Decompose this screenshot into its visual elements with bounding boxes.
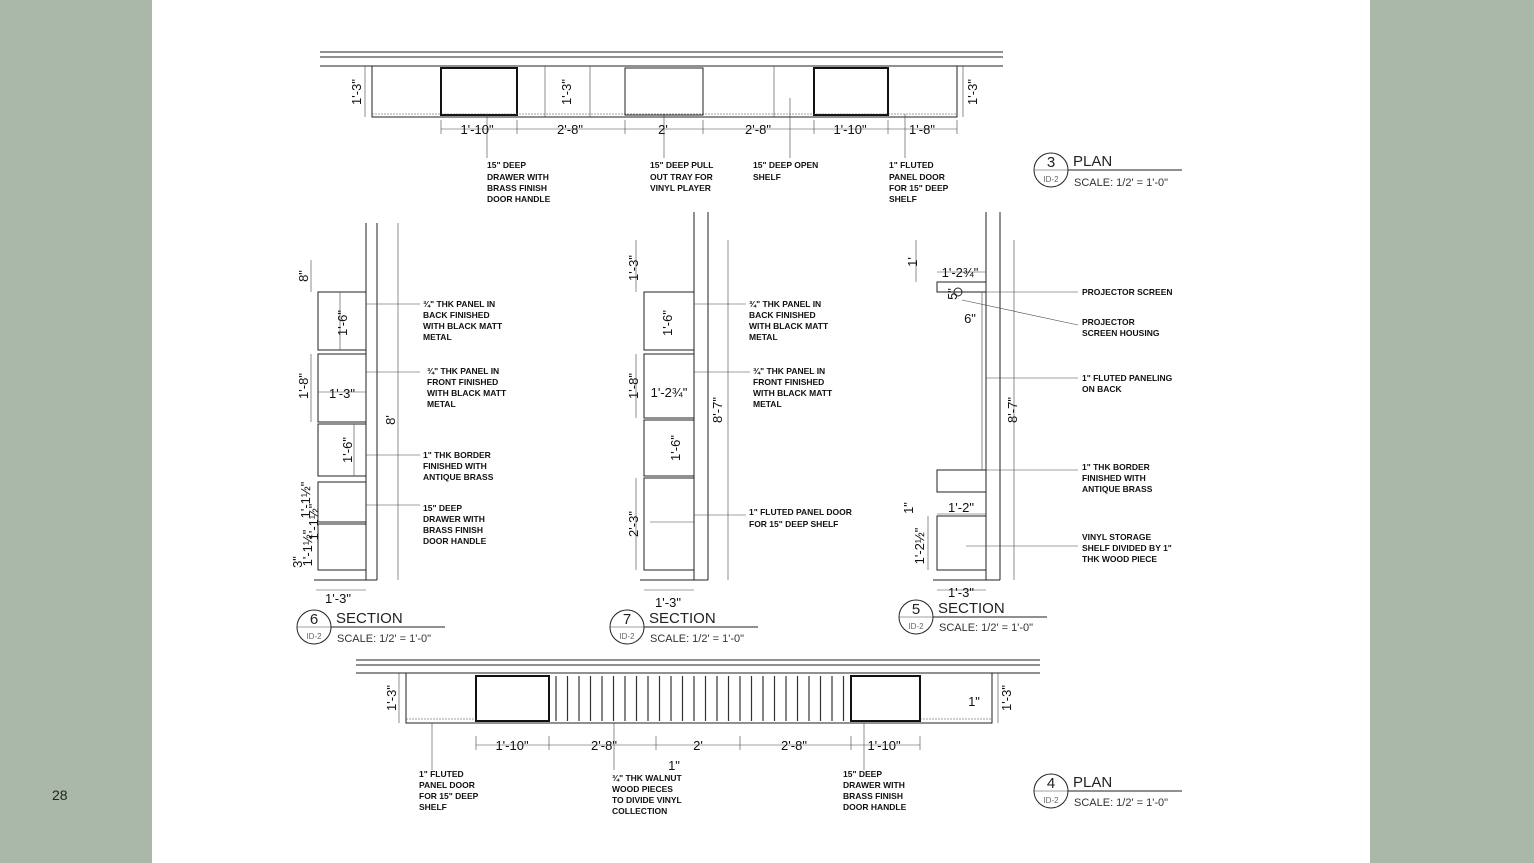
- svg-text:¾" THK PANEL IN: ¾" THK PANEL IN: [753, 366, 826, 376]
- svg-text:ID-2: ID-2: [619, 632, 635, 641]
- plan3-height-left: 1'-3": [349, 79, 364, 105]
- plan3-dim-1: 1'-10": [460, 122, 494, 137]
- plan3-note-4: [889, 160, 949, 204]
- svg-text:PLAN: PLAN: [1073, 774, 1113, 791]
- svg-text:SECTION: SECTION: [336, 610, 403, 627]
- s7-dim-e: 2'-3": [626, 511, 641, 537]
- svg-text:ID-2: ID-2: [306, 632, 322, 641]
- svg-text:SCALE: 1/2' = 1'-0": SCALE: 1/2' = 1'-0": [1074, 797, 1169, 809]
- svg-text:OUT TRAY FOR: OUT TRAY FOR: [650, 172, 713, 182]
- svg-text:SHELF: SHELF: [753, 172, 781, 182]
- svg-text:THK WOOD PIECE: THK WOOD PIECE: [1082, 554, 1158, 564]
- svg-text:6: 6: [309, 611, 319, 628]
- svg-text:15" DEEP: 15" DEEP: [423, 503, 462, 513]
- svg-text:PANEL DOOR: PANEL DOOR: [889, 172, 945, 182]
- plan3-note-1: [487, 160, 551, 204]
- svg-text:BACK FINISHED: BACK FINISHED: [423, 310, 490, 320]
- svg-text:BRASS FINISH: BRASS FINISH: [423, 525, 483, 535]
- plan3-dim-4: 2'-8": [745, 122, 771, 137]
- svg-text:PANEL DOOR: PANEL DOOR: [419, 780, 475, 790]
- s6-dim-f: 1'-1½": [306, 503, 321, 541]
- svg-text:5: 5: [911, 601, 921, 618]
- svg-text:FINISHED WITH: FINISHED WITH: [1082, 473, 1146, 483]
- s6-dim-h: 1'-1½": [300, 529, 315, 567]
- plan3-height-right: 1'-3": [965, 79, 980, 105]
- s6-dim-g: 3": [290, 556, 305, 568]
- plan4-note-3: [843, 769, 907, 812]
- s5-dim-c: 6": [964, 311, 976, 326]
- s7-note-1: [749, 299, 829, 342]
- fluted-dividers: [556, 676, 844, 721]
- svg-text:ON BACK: ON BACK: [1082, 384, 1122, 394]
- svg-text:15" DEEP: 15" DEEP: [843, 769, 882, 779]
- s6-dim-bottom: 1'-3": [325, 591, 351, 606]
- svg-text:SCALE: 1/2' = 1'-0": SCALE: 1/2' = 1'-0": [337, 633, 432, 645]
- s5-dim-a: 1'-2¾": [941, 265, 979, 280]
- s6-note-4: [423, 503, 487, 546]
- svg-text:FOR 15" DEEP: FOR 15" DEEP: [419, 791, 479, 801]
- svg-text:ID-2: ID-2: [908, 622, 924, 631]
- svg-text:PROJECTOR: PROJECTOR: [1082, 317, 1135, 327]
- svg-text:1" FLUTED PANEL DOOR: 1" FLUTED PANEL DOOR: [749, 507, 852, 517]
- svg-text:METAL: METAL: [753, 399, 782, 409]
- svg-text:FINISHED WITH: FINISHED WITH: [423, 461, 487, 471]
- svg-text:SCREEN HOUSING: SCREEN HOUSING: [1082, 328, 1160, 338]
- svg-text:DOOR HANDLE: DOOR HANDLE: [487, 194, 551, 204]
- svg-text:BRASS FINISH: BRASS FINISH: [843, 791, 903, 801]
- svg-text:ANTIQUE BRASS: ANTIQUE BRASS: [1082, 484, 1153, 494]
- svg-text:4: 4: [1046, 775, 1056, 792]
- svg-text:15" DEEP OPEN: 15" DEEP OPEN: [753, 160, 819, 170]
- s6-note-1: [423, 299, 503, 342]
- svg-text:DRAWER WITH: DRAWER WITH: [843, 780, 905, 790]
- s6-dim-d: 1'-6": [340, 437, 355, 463]
- svg-text:3: 3: [1046, 154, 1056, 171]
- svg-text:ID-2: ID-2: [1043, 175, 1059, 184]
- s5-note-5: [1082, 532, 1172, 564]
- s5-title-block: [899, 600, 1047, 634]
- section-7: [610, 212, 852, 645]
- s6-dim-c: 1'-3": [329, 386, 355, 401]
- svg-text:¾" THK PANEL IN: ¾" THK PANEL IN: [749, 299, 822, 309]
- s7-dim-b: 1'-8": [626, 373, 641, 399]
- s7-dim-c: 1'-2¾": [650, 385, 688, 400]
- s5-note-3: [1082, 373, 1173, 394]
- svg-text:15" DEEP PULL: 15" DEEP PULL: [650, 160, 714, 170]
- s6-dim-total: 8': [383, 415, 398, 425]
- plan3-dim-2: 2'-8": [557, 122, 583, 137]
- plan4-dim-inner: 1": [668, 758, 680, 773]
- svg-text:FOR 15" DEEP: FOR 15" DEEP: [889, 183, 949, 193]
- plan-3: [320, 52, 1182, 204]
- svg-text:SHELF: SHELF: [419, 802, 447, 812]
- svg-text:1" FLUTED: 1" FLUTED: [889, 160, 934, 170]
- plan4-note-1: [419, 769, 479, 812]
- plan3-note-3: [753, 160, 818, 182]
- svg-text:WOOD PIECES: WOOD PIECES: [612, 784, 673, 794]
- section-5: [899, 212, 1173, 634]
- svg-text:VINYL PLAYER: VINYL PLAYER: [650, 183, 711, 193]
- s5-dim-e: 1'-2": [948, 500, 974, 515]
- svg-text:7: 7: [622, 611, 632, 628]
- svg-text:WITH BLACK MATT: WITH BLACK MATT: [753, 388, 833, 398]
- svg-text:BACK FINISHED: BACK FINISHED: [749, 310, 816, 320]
- svg-text:SCALE: 1/2' = 1'-0": SCALE: 1/2' = 1'-0": [939, 622, 1034, 634]
- svg-text:METAL: METAL: [423, 332, 452, 342]
- plan-4: [356, 660, 1182, 816]
- plan4-dim-2: 2'-8": [591, 738, 617, 753]
- s7-dim-a: 1'-6": [660, 310, 675, 336]
- svg-text:15" DEEP: 15" DEEP: [487, 160, 526, 170]
- svg-text:ANTIQUE BRASS: ANTIQUE BRASS: [423, 472, 494, 482]
- plan3-title-block: [1034, 153, 1182, 189]
- svg-text:SCALE: 1/2' = 1'-0": SCALE: 1/2' = 1'-0": [650, 633, 745, 645]
- svg-text:SHELF: SHELF: [889, 194, 917, 204]
- plan4-height-left: 1'-3": [384, 685, 399, 711]
- svg-text:1" FLUTED: 1" FLUTED: [419, 769, 464, 779]
- s6-dim-a: 1'-6": [335, 310, 350, 336]
- svg-text:1" THK BORDER: 1" THK BORDER: [1082, 462, 1150, 472]
- s5-dim-f: 1'-2½": [912, 527, 927, 565]
- plan4-dim-3: 2': [693, 738, 703, 753]
- section-6: [290, 223, 507, 645]
- svg-text:COLLECTION: COLLECTION: [612, 806, 668, 816]
- plan4-dim-4: 2'-8": [781, 738, 807, 753]
- s5-dim-bottom: 1'-3": [948, 585, 974, 600]
- svg-text:DOOR HANDLE: DOOR HANDLE: [843, 802, 907, 812]
- svg-text:1" THK BORDER: 1" THK BORDER: [423, 450, 491, 460]
- s5-dim-d: 1": [901, 502, 916, 514]
- s7-dim-top: 1'-3": [626, 255, 641, 281]
- svg-text:WITH BLACK MATT: WITH BLACK MATT: [423, 321, 503, 331]
- plan4-dim-1: 1'-10": [495, 738, 529, 753]
- s6-dim-e: 1'-1½": [298, 481, 313, 519]
- page-number: 28: [52, 787, 68, 803]
- s6-title-block: [297, 610, 445, 645]
- plan4-note-2: [612, 773, 682, 816]
- svg-text:DRAWER WITH: DRAWER WITH: [487, 172, 549, 182]
- svg-text:¾" THK PANEL IN: ¾" THK PANEL IN: [427, 366, 500, 376]
- plan3-dim-5: 1'-10": [833, 122, 867, 137]
- s5-dim-total: 8'-7": [1005, 397, 1020, 423]
- svg-text:METAL: METAL: [427, 399, 456, 409]
- s5-note-2: [1082, 317, 1160, 338]
- svg-text:BRASS FINISH: BRASS FINISH: [487, 183, 547, 193]
- svg-text:ID-2: ID-2: [1043, 796, 1059, 805]
- s6-note-2: [427, 366, 507, 409]
- svg-text:DOOR HANDLE: DOOR HANDLE: [423, 536, 487, 546]
- svg-text:FOR 15" DEEP SHELF: FOR 15" DEEP SHELF: [749, 519, 839, 529]
- svg-text:PROJECTOR SCREEN: PROJECTOR SCREEN: [1082, 287, 1173, 297]
- svg-text:FRONT FINISHED: FRONT FINISHED: [427, 377, 499, 387]
- svg-text:1" FLUTED PANELING: 1" FLUTED PANELING: [1082, 373, 1173, 383]
- s7-title-block: [610, 610, 758, 645]
- plan4-dim-5: 1'-10": [867, 738, 901, 753]
- svg-text:SECTION: SECTION: [938, 600, 1005, 617]
- svg-text:DRAWER WITH: DRAWER WITH: [423, 514, 485, 524]
- plan4-height-right: 1'-3": [999, 685, 1014, 711]
- svg-text:WITH BLACK MATT: WITH BLACK MATT: [749, 321, 829, 331]
- svg-text:SCALE: 1/2' = 1'-0": SCALE: 1/2' = 1'-0": [1074, 177, 1169, 189]
- svg-text:SECTION: SECTION: [649, 610, 716, 627]
- svg-text:¾" THK WALNUT: ¾" THK WALNUT: [612, 773, 682, 783]
- s6-note-3: [423, 450, 494, 482]
- svg-text:METAL: METAL: [749, 332, 778, 342]
- s5-dim-top: 1': [905, 257, 920, 267]
- s5-note-4: [1082, 462, 1153, 494]
- svg-text:WITH BLACK MATT: WITH BLACK MATT: [427, 388, 507, 398]
- plan3-dim-6: 1'-8": [909, 122, 935, 137]
- svg-text:PLAN: PLAN: [1073, 153, 1113, 170]
- svg-text:SHELF DIVIDED BY 1": SHELF DIVIDED BY 1": [1082, 543, 1172, 553]
- svg-text:¾" THK PANEL IN: ¾" THK PANEL IN: [423, 299, 496, 309]
- s7-note-2: [753, 366, 833, 409]
- s7-note-3: [749, 507, 852, 529]
- plan3-height-mid: 1'-3": [559, 79, 574, 105]
- s6-dim-b: 1'-8": [296, 373, 311, 399]
- s6-dim-top: 8": [296, 270, 311, 282]
- s5-note-1: [1082, 287, 1173, 297]
- s5-dim-b: 5": [945, 288, 960, 300]
- plan3-dim-3: 2': [658, 122, 668, 137]
- plan4-title-block: [1034, 774, 1182, 809]
- s7-dim-d: 1'-6": [668, 435, 683, 461]
- plan3-note-2: [650, 160, 713, 193]
- s7-dim-total: 8'-7": [710, 397, 725, 423]
- s7-dim-bottom: 1'-3": [655, 595, 681, 610]
- plan4-dim-small: 1": [968, 694, 980, 709]
- svg-text:VINYL STORAGE: VINYL STORAGE: [1082, 532, 1152, 542]
- svg-text:TO DIVIDE VINYL: TO DIVIDE VINYL: [612, 795, 682, 805]
- svg-text:FRONT FINISHED: FRONT FINISHED: [753, 377, 825, 387]
